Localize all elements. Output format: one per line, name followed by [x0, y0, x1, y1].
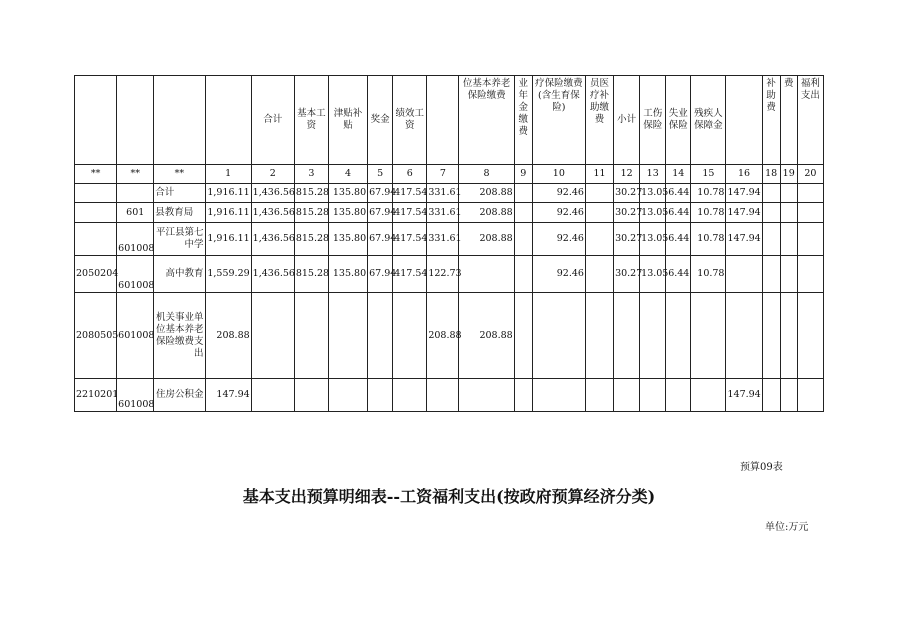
unit-code-cell: 601: [117, 203, 154, 223]
col-number: 7: [427, 165, 459, 184]
func-code-cell: [75, 203, 117, 223]
col-number: 19: [780, 165, 797, 184]
row-name-cell: 住房公积金: [154, 379, 205, 412]
row-name-cell: 平江县第七中学: [154, 223, 205, 256]
col-number: 15: [691, 165, 726, 184]
col-header: [427, 76, 459, 165]
annuity-cell: [514, 379, 532, 412]
subsidy-cell: [762, 379, 780, 412]
col-header-subsidy: 补助费: [762, 76, 780, 165]
pension-cell: 208.88: [459, 203, 514, 223]
col-header-welfare: 福利支出: [797, 76, 823, 165]
func-code-cell: 2080505: [75, 293, 117, 379]
small-total-cell: 30.27: [614, 223, 640, 256]
total-cell: 1,916.11: [205, 184, 251, 203]
unemployment-cell: 6.44: [666, 256, 691, 293]
unit-label: 单位:万元: [765, 522, 809, 533]
pension-cell: [459, 256, 514, 293]
performance-cell: [393, 293, 427, 379]
welfare-cell: [797, 223, 823, 256]
col-number: 5: [368, 165, 393, 184]
annuity-cell: [514, 256, 532, 293]
bonus-cell: [368, 379, 393, 412]
housing-fund-cell: [726, 256, 762, 293]
col-header-small-total: 小计: [614, 76, 640, 165]
disability-cell: [691, 293, 726, 379]
subsidy-cell: [762, 223, 780, 256]
basic-salary-cell: [294, 379, 328, 412]
annuity-cell: [514, 184, 532, 203]
allowance-cell: 135.80: [328, 203, 367, 223]
small-total-cell: 30.27: [614, 256, 640, 293]
medical-cell: 92.46: [532, 256, 585, 293]
civil-medical-cell: [585, 293, 613, 379]
performance-cell: 417.54: [393, 203, 427, 223]
disability-cell: [691, 379, 726, 412]
col-header-subtotal: 合计: [251, 76, 294, 165]
medical-cell: 92.46: [532, 203, 585, 223]
fee-cell: [780, 379, 797, 412]
small-total-cell: [614, 293, 640, 379]
col-header-fee: 费: [780, 76, 797, 165]
col-header-allowance: 津贴补贴: [328, 76, 367, 165]
col-number: 12: [614, 165, 640, 184]
col-header-disability: 残疾人保障金: [691, 76, 726, 165]
col-number: 6: [393, 165, 427, 184]
welfare-cell: [797, 293, 823, 379]
housing-fund-cell: 147.94: [726, 223, 762, 256]
civil-medical-cell: [585, 184, 613, 203]
disability-cell: 10.78: [691, 256, 726, 293]
injury-cell: 13.05: [640, 184, 666, 203]
basic-salary-cell: 815.28: [294, 223, 328, 256]
col-number: 20: [797, 165, 823, 184]
col-header-medical: 疗保险缴费(含生育保险): [532, 76, 585, 165]
subtotal-cell: 1,436.56: [251, 203, 294, 223]
housing-fund-cell: 147.94: [726, 184, 762, 203]
disability-cell: 10.78: [691, 203, 726, 223]
unit-code-cell: 601008: [117, 256, 154, 293]
basic-salary-cell: 815.28: [294, 184, 328, 203]
col-header-unemployment: 失业保险: [666, 76, 691, 165]
table-row: [75, 293, 824, 379]
table-row: [75, 184, 824, 203]
col-number: 9: [514, 165, 532, 184]
subsidy-cell: [762, 256, 780, 293]
civil-medical-cell: [585, 379, 613, 412]
subtotal-cell: 1,436.56: [251, 223, 294, 256]
unit-code-cell: 601008: [117, 293, 154, 379]
col-header-basic-salary: 基本工资: [294, 76, 328, 165]
header-row: [75, 76, 824, 165]
unemployment-cell: 6.44: [666, 223, 691, 256]
col-number: 3: [294, 165, 328, 184]
col-number: 10: [532, 165, 585, 184]
col-number: 11: [585, 165, 613, 184]
unemployment-cell: 6.44: [666, 184, 691, 203]
col-header: [726, 76, 762, 165]
bonus-cell: 67.94: [368, 203, 393, 223]
total-cell: 1,559.29: [205, 256, 251, 293]
housing-fund-cell: [726, 293, 762, 379]
col-header-pension: 位基本养老保险缴费: [459, 76, 514, 165]
col-number: 13: [640, 165, 666, 184]
bonus-cell: 67.94: [368, 256, 393, 293]
annuity-cell: [514, 203, 532, 223]
disability-cell: 10.78: [691, 184, 726, 203]
basic-salary-cell: 815.28: [294, 256, 328, 293]
func-code-cell: [75, 223, 117, 256]
row-name-cell: 机关事业单位基本养老保险缴费支出: [154, 293, 205, 379]
pension-cell: [459, 379, 514, 412]
total-cell: 1,916.11: [205, 203, 251, 223]
col-header-bonus: 奖金: [368, 76, 393, 165]
performance-cell: 417.54: [393, 256, 427, 293]
annuity-cell: [514, 293, 532, 379]
civil-medical-cell: [585, 256, 613, 293]
performance-cell: 417.54: [393, 184, 427, 203]
col-number: 1: [205, 165, 251, 184]
col-number: 16: [726, 165, 762, 184]
col-header-annuity: 业年金缴费: [514, 76, 532, 165]
row-name-cell: 县教育局: [154, 203, 205, 223]
table-row: [75, 379, 824, 412]
col-number: 2: [251, 165, 294, 184]
row-name-cell: 高中教育: [154, 256, 205, 293]
small-total-cell: 30.27: [614, 203, 640, 223]
basic-salary-cell: [294, 293, 328, 379]
budget-detail-table: [74, 75, 824, 412]
small-total-cell: [614, 379, 640, 412]
medical-cell: 92.46: [532, 184, 585, 203]
injury-cell: 13.05: [640, 203, 666, 223]
table-row: [75, 203, 824, 223]
col-header-performance: 绩效工资: [393, 76, 427, 165]
allowance-cell: [328, 379, 367, 412]
subtotal-cell: [251, 379, 294, 412]
injury-cell: 13.05: [640, 223, 666, 256]
bonus-cell: 67.94: [368, 223, 393, 256]
injury-cell: [640, 293, 666, 379]
total-cell: 1,916.11: [205, 223, 251, 256]
table-number: 预算09表: [740, 462, 783, 473]
subsidy-cell: [762, 184, 780, 203]
unemployment-cell: [666, 293, 691, 379]
pension-cell: 208.88: [459, 184, 514, 203]
injury-cell: [640, 379, 666, 412]
injury-cell: 13.05: [640, 256, 666, 293]
social-security-cell: 331.61: [427, 184, 459, 203]
allowance-cell: 135.80: [328, 223, 367, 256]
fee-cell: [780, 223, 797, 256]
table-row: [75, 223, 824, 256]
subtotal-cell: 1,436.56: [251, 256, 294, 293]
fee-cell: [780, 203, 797, 223]
subtotal-cell: [251, 293, 294, 379]
func-code-cell: 2210201: [75, 379, 117, 412]
civil-medical-cell: [585, 203, 613, 223]
col-number: 4: [328, 165, 367, 184]
small-total-cell: 30.27: [614, 184, 640, 203]
allowance-cell: [328, 293, 367, 379]
fee-cell: [780, 293, 797, 379]
social-security-cell: 122.73: [427, 256, 459, 293]
col-number: **: [117, 165, 154, 184]
welfare-cell: [797, 256, 823, 293]
unit-code-cell: 601008: [117, 223, 154, 256]
social-security-cell: 208.88: [427, 293, 459, 379]
medical-cell: [532, 293, 585, 379]
welfare-cell: [797, 184, 823, 203]
social-security-cell: 331.61: [427, 203, 459, 223]
annuity-cell: [514, 223, 532, 256]
medical-cell: [532, 379, 585, 412]
unemployment-cell: [666, 379, 691, 412]
col-header: [205, 76, 251, 165]
pension-cell: 208.88: [459, 293, 514, 379]
col-number: **: [75, 165, 117, 184]
allowance-cell: 135.80: [328, 256, 367, 293]
row-name-cell: 合计: [154, 184, 205, 203]
col-number: 14: [666, 165, 691, 184]
bonus-cell: [368, 293, 393, 379]
subsidy-cell: [762, 203, 780, 223]
col-header: [75, 76, 117, 165]
medical-cell: 92.46: [532, 223, 585, 256]
col-header-civil-medical: 员医疗补助缴费: [585, 76, 613, 165]
social-security-cell: 331.61: [427, 223, 459, 256]
housing-fund-cell: 147.94: [726, 203, 762, 223]
unit-code-cell: [117, 184, 154, 203]
performance-cell: [393, 379, 427, 412]
basic-salary-cell: 815.28: [294, 203, 328, 223]
unemployment-cell: 6.44: [666, 203, 691, 223]
subsidy-cell: [762, 293, 780, 379]
func-code-cell: [75, 184, 117, 203]
welfare-cell: [797, 203, 823, 223]
social-security-cell: [427, 379, 459, 412]
col-header: [154, 76, 205, 165]
col-number: 18: [762, 165, 780, 184]
col-number: **: [154, 165, 205, 184]
fee-cell: [780, 184, 797, 203]
unit-code-cell: 601008: [117, 379, 154, 412]
subtotal-cell: 1,436.56: [251, 184, 294, 203]
col-header: [117, 76, 154, 165]
numbering-row: [75, 165, 824, 184]
bonus-cell: 67.94: [368, 184, 393, 203]
total-cell: 208.88: [205, 293, 251, 379]
performance-cell: 417.54: [393, 223, 427, 256]
fee-cell: [780, 256, 797, 293]
col-number: 8: [459, 165, 514, 184]
table-row: [75, 256, 824, 293]
func-code-cell: 2050204: [75, 256, 117, 293]
housing-fund-cell: 147.94: [726, 379, 762, 412]
welfare-cell: [797, 379, 823, 412]
allowance-cell: 135.80: [328, 184, 367, 203]
total-cell: 147.94: [205, 379, 251, 412]
page-title: 基本支出预算明细表--工资福利支出(按政府预算经济分类): [242, 487, 656, 506]
civil-medical-cell: [585, 223, 613, 256]
col-header-injury: 工伤保险: [640, 76, 666, 165]
disability-cell: 10.78: [691, 223, 726, 256]
pension-cell: 208.88: [459, 223, 514, 256]
